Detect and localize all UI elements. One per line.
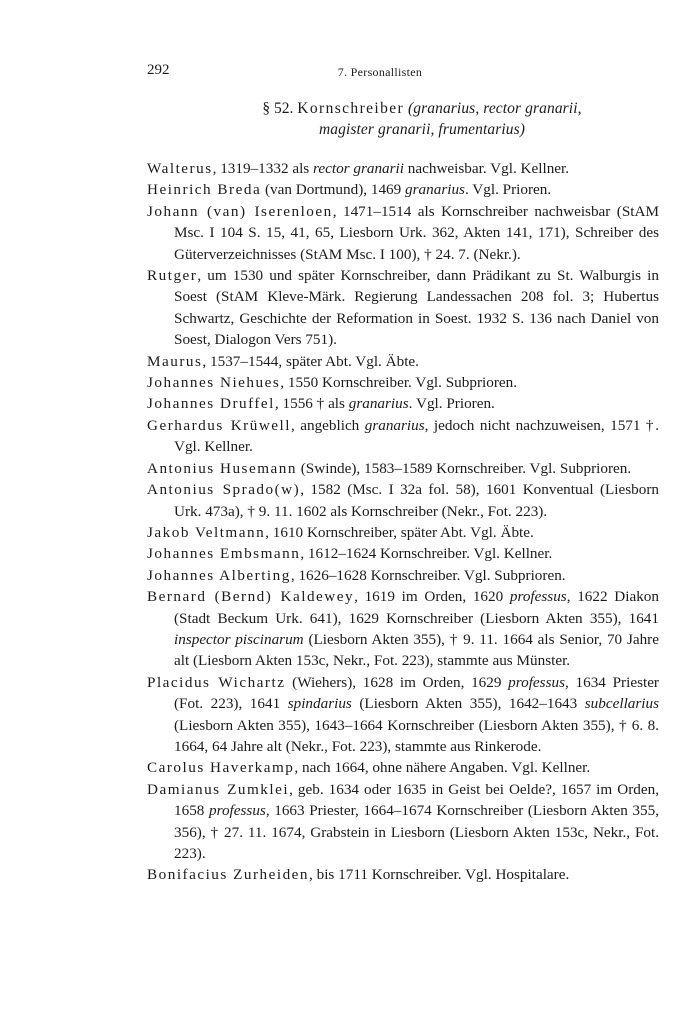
section-heading (147, 98, 697, 140)
entry-item (147, 201, 659, 265)
entry-text: (Wiehers), 1628 im Orden, 1629 (285, 673, 509, 691)
entry-latin-term: granarius (364, 416, 425, 434)
section-latin-terms-2: magister granarii, frumentarius) (318, 121, 525, 138)
entry-text: , geb. 1634 oder 1635 in Geist bei Oelde?, 1657 im Orden, 1658 (174, 780, 659, 820)
running-head: 7. Personallisten (337, 65, 423, 79)
entry-text: nachweisbar. Vgl. Kellner. (404, 160, 570, 177)
entry-item (147, 415, 659, 458)
entry-latin-term: rector granarii (313, 160, 404, 177)
entry-name: Johannes Druffel (147, 395, 275, 413)
entry-text: (Swinde), 1583–1589 Kornschreiber. Vgl. Subprioren. (296, 459, 632, 477)
entry-text: , 1471–1514 als Kornschreiber nachweisbar (StAM Msc. I 104 S. 15, 41, 65, Liesborn Urk. 362, Akten 141, 171), Schreiber des Güterverzeichnisses (StAM Msc. I 100), † 24. 7. (Nekr.). (174, 202, 659, 263)
entry-item (147, 265, 659, 351)
entry-text: (Liesborn Akten 355), † 9. 11. 1664 als Senior, 70 Jahre alt (Liesborn Akten 153c, Nekr., Fot. 223), stammte aus Münster. (174, 630, 659, 670)
entry-item (147, 458, 659, 479)
entry-name: Walterus (147, 160, 213, 177)
entry-name: Bernard (Bernd) Kaldewey (147, 588, 355, 606)
entry-text: , 1610 Kornschreiber, später Abt. Vgl. Äbte. (265, 523, 534, 541)
entry-name: Johann (van) Iserenloen (147, 202, 333, 220)
entry-name: Placidus Wichartz (147, 673, 286, 691)
entry-text: , 1622 Diakon (Stadt Beckum Urk. 641), 1629 Kornschreiber (Liesborn Akten 355), 1641 (174, 588, 659, 627)
entry-name: Maurus (147, 352, 203, 370)
entry-latin-term: granarius (348, 395, 409, 413)
entry-text: , um 1530 und später Kornschreiber, dann Prädikant zu St. Walburgis in Soest (StAM Kleve-Märk. Regierung Landessachen 208 fol. 3; Hubertus Schwartz, Geschichte der Reformation in Soest. 1932 S. 136 nach Daniel von Soest, Dialogon Vers 751). (174, 267, 659, 349)
entry-text: , 1619 im Orden, 1620 (354, 588, 510, 606)
entry-text: , 1612–1624 Kornschreiber. Vgl. Kellner. (300, 545, 553, 563)
entry-text: , nach 1664, ohne nähere Angaben. Vgl. Kellner. (294, 759, 591, 777)
entry-name: Johannes Embsmann (147, 545, 301, 563)
entry-name: Johannes Alberting (147, 566, 291, 584)
entry-latin-term: professus (509, 588, 567, 606)
entry-latin-term: spindarius (287, 695, 352, 713)
entry-item (147, 372, 659, 393)
entry-text: (van Dortmund), 1469 (261, 181, 406, 199)
entry-latin-term: professus (508, 673, 565, 691)
entry-text: , 1556 † als (274, 395, 349, 413)
page-number: 292 (147, 62, 170, 78)
entry-item (147, 779, 659, 865)
entry-text: , 1582 (Msc. I 32a fol. 58), 1601 Konventual (Liesborn Urk. 473a), † 9. 11. 1602 als Kornschreiber (Nekr., Fot. 223). (174, 481, 660, 520)
entry-text: . Vgl. Prioren. (464, 181, 552, 199)
entry-text: , 1319–1332 als (212, 160, 314, 177)
entry-latin-term: granarius (405, 181, 465, 199)
entry-item (147, 522, 659, 543)
entry-name: Antonius Husemann (147, 459, 297, 477)
entry-text: , 1626–1628 Kornschreiber. Vgl. Subprioren. (290, 566, 566, 584)
section-title: Kornschreiber (297, 100, 405, 117)
entry-name: Antonius Sprado(w) (147, 481, 301, 499)
section-latin-terms: (granarius, rector granarii, (408, 100, 582, 117)
entry-item (147, 586, 659, 672)
entry-text: , jedoch nicht nachzuweisen, 1571 †. Vgl. Kellner. (174, 416, 659, 456)
entry-list (147, 158, 659, 886)
entry-text: , bis 1711 Kornschreiber. Vgl. Hospitalare. (309, 866, 570, 884)
entry-latin-term: professus (209, 802, 266, 820)
entry-text: , 1663 Priester, 1664–1674 Kornschreiber (Liesborn Akten 355, 356), † 27. 11. 1674, Grabstein in Liesborn (Liesborn Akten 153c, Nekr., Fot. 223). (174, 802, 659, 862)
entry-text: . Vgl. Prioren. (408, 395, 495, 413)
entry-text: , 1550 Kornschreiber. Vgl. Subprioren. (280, 374, 518, 392)
entry-name: Bonifacius Zurheiden (147, 866, 310, 884)
entry-name: Jakob Veltmann (147, 523, 266, 541)
entry-name: Gerhardus Krüwell (147, 416, 291, 434)
entry-item (147, 158, 659, 179)
entry-text: (Liesborn Akten 355), 1643–1664 Kornschreiber (Liesborn Akten 355), † 6. 8. 1664, 64 Jahre alt (Nekr., Fot. 223), stammte aus Rinkerode. (174, 716, 659, 755)
entry-item (147, 393, 659, 414)
entry-text: (Liesborn Akten 355), 1642–1643 (351, 695, 585, 713)
section-number: § 52. (262, 100, 294, 117)
entry-item (147, 351, 659, 372)
entry-latin-term: inspector piscinarum (174, 630, 304, 648)
entry-item (147, 543, 659, 564)
entry-name: Carolus Haverkamp (147, 759, 295, 777)
entry-text: , 1537–1544, später Abt. Vgl. Äbte. (202, 352, 419, 370)
entry-name: Rutger (147, 267, 198, 285)
entry-text: , angeblich (290, 416, 365, 434)
entry-item (147, 672, 659, 758)
entry-name: Heinrich Breda (147, 181, 262, 199)
entry-name: Damianus Zumklei (147, 780, 290, 798)
entry-latin-term: subcellarius (584, 695, 660, 713)
entry-item (147, 565, 659, 586)
entry-item (147, 864, 659, 885)
entry-item (147, 757, 659, 778)
entry-item (147, 479, 659, 522)
entry-text: , 1634 Priester (Fot. 223), 1641 (174, 673, 659, 713)
entry-item (147, 179, 659, 200)
entry-name: Johannes Niehues (147, 374, 281, 392)
